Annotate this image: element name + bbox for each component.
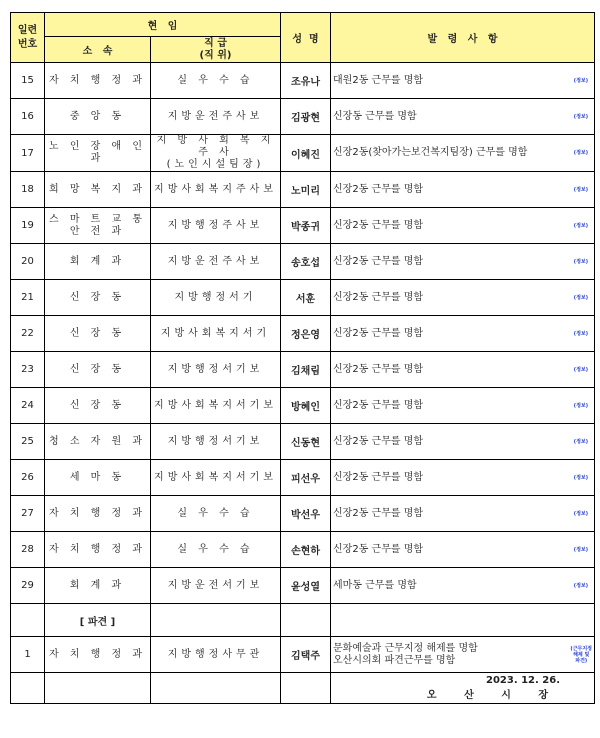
table-row: [11, 63, 595, 99]
department-cell: 회 계 과: [45, 244, 151, 280]
empty-cell: [11, 604, 45, 637]
order-category-tag: (정보): [573, 582, 589, 589]
order-cell: [331, 280, 595, 316]
order-category-tag: (정보): [573, 113, 589, 120]
serial-no-cell: 19: [11, 208, 45, 244]
order-text: 신장2동 근무를 명함: [333, 327, 424, 339]
grade-cell: 지방운전주사보: [151, 99, 281, 135]
name-cell: 조유나: [281, 63, 331, 99]
personnel-order-table: [10, 12, 595, 704]
table-row: [11, 388, 595, 424]
order-date: 2023. 12. 26.: [485, 675, 561, 686]
order-category-tag: (정보): [573, 77, 589, 84]
order-cell: [331, 424, 595, 460]
empty-cell: [11, 673, 45, 704]
serial-no-cell: 15: [11, 63, 45, 99]
table-row: [11, 244, 595, 280]
name-cell: 송호섭: [281, 244, 331, 280]
order-cell: [331, 208, 595, 244]
order-text: 신장2동 근무를 명함: [333, 399, 424, 411]
serial-no-cell: 16: [11, 99, 45, 135]
table-row: [11, 172, 595, 208]
order-cell: [331, 460, 595, 496]
order-text: 신장2동 근무를 명함: [333, 543, 424, 555]
issuer-name: 오 산 시 장: [426, 690, 561, 701]
col-header-department: 소 속: [45, 37, 151, 63]
department-cell: 자 치 행 정 과: [45, 63, 151, 99]
col-header-name: 성 명: [281, 13, 331, 63]
grade-cell: 지방사회복지서기: [151, 316, 281, 352]
order-category-tag: (정보): [573, 366, 589, 373]
footer-row: [11, 673, 595, 704]
table-row: [11, 424, 595, 460]
department-cell: 청 소 자 원 과: [45, 424, 151, 460]
table-row: [11, 352, 595, 388]
signature-block: [331, 673, 595, 704]
order-text: 신장2동 근무를 명함: [333, 183, 424, 195]
serial-no-cell: 23: [11, 352, 45, 388]
empty-cell: [151, 604, 281, 637]
grade-cell: 지방운전주사보: [151, 244, 281, 280]
order-text: 신장2동(찾아가는보건복지팀장) 근무를 명함: [333, 147, 528, 158]
table-row: [11, 99, 595, 135]
table-row: [11, 532, 595, 568]
order-text: 신장2동 근무를 명함: [333, 219, 424, 231]
name-cell: 김택주: [281, 637, 331, 673]
order-text: 신장동 근무를 명함: [333, 110, 417, 122]
order-text: 세마동 근무를 명함: [333, 579, 417, 591]
order-cell: [331, 135, 595, 172]
table-row: [11, 135, 595, 172]
order-rows: [11, 63, 595, 704]
serial-no-cell: 21: [11, 280, 45, 316]
serial-no-cell: 28: [11, 532, 45, 568]
col-header-serial-no: 일련 번호: [11, 13, 45, 63]
department-cell: 자 치 행 정 과: [45, 637, 151, 673]
name-cell: 피선우: [281, 460, 331, 496]
order-text: 신장2동 근무를 명함: [333, 435, 424, 447]
order-text: 신장2동 근무를 명함: [333, 255, 424, 267]
empty-cell: [45, 673, 151, 704]
department-cell: 신 장 동: [45, 316, 151, 352]
order-cell: [331, 316, 595, 352]
department-cell: 신 장 동: [45, 388, 151, 424]
order-category-tag: (정보): [573, 438, 589, 445]
name-cell: 박종귀: [281, 208, 331, 244]
order-category-tag: (정보): [573, 186, 589, 193]
serial-no-cell: 27: [11, 496, 45, 532]
table-row: [11, 637, 595, 673]
grade-cell: 지방행정서기보: [151, 424, 281, 460]
department-cell: 세 마 동: [45, 460, 151, 496]
order-text: 문화예술과 근무지정 해제를 명함 오산시의회 파견근무를 명함: [333, 642, 478, 666]
serial-no-cell: 17: [11, 135, 45, 172]
table-row: [11, 460, 595, 496]
grade-cell: 실 우 수 습: [151, 532, 281, 568]
grade-cell: 지방사회복지서기보: [151, 460, 281, 496]
order-category-tag: (정보): [573, 222, 589, 229]
name-cell: 이혜진: [281, 135, 331, 172]
grade-cell: 실 우 수 습: [151, 63, 281, 99]
name-cell: 방혜인: [281, 388, 331, 424]
department-cell: 노 인 장 애 인 과: [45, 135, 151, 172]
col-header-current-position: 현 임: [45, 13, 281, 37]
order-cell: [331, 352, 595, 388]
grade-cell: 실 우 수 습: [151, 496, 281, 532]
order-text: 대원2동 근무를 명함: [333, 74, 424, 86]
table-row: [11, 208, 595, 244]
department-cell: 자 치 행 정 과: [45, 532, 151, 568]
empty-cell: [281, 673, 331, 704]
empty-cell: [281, 604, 331, 637]
table-row: [11, 568, 595, 604]
order-cell: [331, 496, 595, 532]
name-cell: 박선우: [281, 496, 331, 532]
serial-no-cell: 20: [11, 244, 45, 280]
order-cell: [331, 63, 595, 99]
serial-no-cell: 22: [11, 316, 45, 352]
order-cell: [331, 388, 595, 424]
order-cell: [331, 637, 595, 673]
name-cell: 서훈: [281, 280, 331, 316]
department-cell: 회 계 과: [45, 568, 151, 604]
department-cell: 중 앙 동: [45, 99, 151, 135]
name-cell: 신동현: [281, 424, 331, 460]
order-category-tag: (정보): [573, 330, 589, 337]
department-cell: 신 장 동: [45, 280, 151, 316]
department-cell: 자 치 행 정 과: [45, 496, 151, 532]
serial-no-cell: 29: [11, 568, 45, 604]
order-category-tag: (정보): [573, 510, 589, 517]
col-header-order: 발 령 사 항: [331, 13, 595, 63]
name-cell: 윤성열: [281, 568, 331, 604]
order-category-tag: (근무지정 해제 및 파견): [570, 645, 593, 664]
col-header-grade: 직 급 (직 위): [151, 37, 281, 63]
grade-cell: 지방행정주사보: [151, 208, 281, 244]
department-cell: 스 마 트 교 통 안 전 과: [45, 208, 151, 244]
empty-cell: [331, 604, 595, 637]
order-cell: [331, 568, 595, 604]
order-text: 신장2동 근무를 명함: [333, 363, 424, 375]
grade-cell: 지방행정서기: [151, 280, 281, 316]
serial-no-cell: 18: [11, 172, 45, 208]
section-label: [ 파견 ]: [45, 604, 151, 637]
order-text: 신장2동 근무를 명함: [333, 291, 424, 303]
order-text: 신장2동 근무를 명함: [333, 471, 424, 483]
order-cell: [331, 244, 595, 280]
order-category-tag: (정보): [573, 546, 589, 553]
table-row: [11, 496, 595, 532]
order-cell: [331, 532, 595, 568]
table-row: [11, 316, 595, 352]
serial-no-cell: 24: [11, 388, 45, 424]
name-cell: 김광현: [281, 99, 331, 135]
grade-cell: 지 방 사 회 복 지 주 사 (노인시설팀장): [151, 135, 281, 172]
order-cell: [331, 99, 595, 135]
grade-cell: 지방운전서기보: [151, 568, 281, 604]
grade-cell: 지방행정서기보: [151, 352, 281, 388]
name-cell: 손현하: [281, 532, 331, 568]
name-cell: 정은영: [281, 316, 331, 352]
department-cell: 희 망 복 지 과: [45, 172, 151, 208]
serial-no-cell: 1: [11, 637, 45, 673]
grade-cell: 지방사회복지서기보: [151, 388, 281, 424]
name-cell: 노미리: [281, 172, 331, 208]
order-text: 신장2동 근무를 명함: [333, 507, 424, 519]
name-cell: 김채림: [281, 352, 331, 388]
serial-no-cell: 26: [11, 460, 45, 496]
section-row-dispatch: [11, 604, 595, 637]
order-category-tag: (정보): [573, 474, 589, 481]
department-cell: 신 장 동: [45, 352, 151, 388]
order-category-tag: (정보): [573, 258, 589, 265]
grade-cell: 지방사회복지주사보: [151, 172, 281, 208]
order-cell: [331, 172, 595, 208]
order-category-tag: (정보): [573, 294, 589, 301]
table-row: [11, 280, 595, 316]
serial-no-cell: 25: [11, 424, 45, 460]
order-category-tag: (정보): [573, 402, 589, 409]
grade-cell: 지방행정사무관: [151, 637, 281, 673]
empty-cell: [151, 673, 281, 704]
order-category-tag: (정보): [573, 150, 589, 156]
